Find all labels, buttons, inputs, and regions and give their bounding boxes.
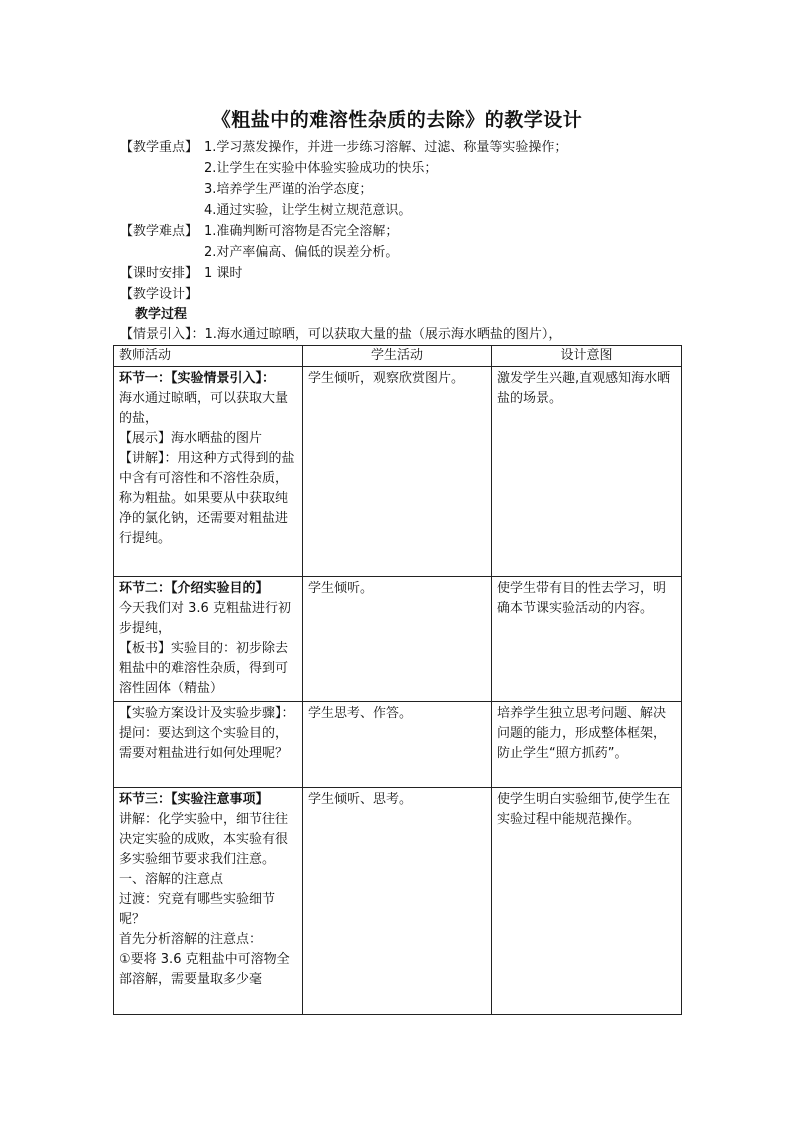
teacher-text: 过渡：究竟有哪些实验细节呢？ — [119, 892, 276, 927]
header-teacher: 教师活动 — [114, 346, 303, 367]
key-point-3: 3.培养学生严谨的治学态度； — [204, 182, 373, 197]
teacher-text: 首先分析溶解的注意点： — [119, 932, 263, 947]
key-point-1: 1.学习蒸发操作，并进一步练习溶解、过滤、称量等实验操作； — [204, 140, 568, 155]
stage-title: 环节二：【介绍实验目的】 — [119, 581, 269, 596]
schedule-value: 1 课时 — [204, 266, 243, 281]
teacher-cell — [114, 702, 303, 788]
table-row — [114, 577, 682, 702]
key-point-2: 2.让学生在实验中体验实验成功的快乐； — [204, 161, 438, 176]
teacher-text: 一、溶解的注意点 — [119, 872, 224, 887]
teacher-text: 今天我们对 3.6 克粗盐进行初步提纯， — [119, 601, 291, 636]
teacher-text: 【讲解】：用这种方式得到的盐中含有可溶性和不溶性杂质，称为粗盐。如果要从中获取纯净的氯化钠，还需要对粗盐进行提纯。 — [119, 451, 295, 546]
student-cell: 学生倾听，观察欣赏图片。 — [303, 367, 492, 577]
intent-cell: 使学生明白实验细节,使学生在实验过程中能规范操作。 — [492, 788, 682, 1015]
teacher-text: 【实验方案设计及实验步骤】：提问：要达到这个实验目的，需要对粗盐进行如何处理呢？ — [119, 706, 295, 761]
teacher-text: 海水通过晾晒，可以获取大量的盐， — [119, 391, 289, 426]
table-row — [114, 702, 682, 788]
table-row — [114, 788, 682, 1015]
intent-cell: 使学生带有目的性去学习，明确本节课实验活动的内容。 — [492, 577, 682, 702]
difficulty-1: 1.准确判断可溶物是否完全溶解； — [204, 224, 399, 239]
student-cell: 学生倾听。 — [303, 577, 492, 702]
student-cell: 学生倾听、思考。 — [303, 788, 492, 1015]
intent-cell: 培养学生独立思考问题、解决问题的能力，形成整体框架，防止学生“照方抓药”。 — [492, 702, 682, 788]
header-student: 学生活动 — [303, 346, 492, 367]
document-title: 《粗盐中的难溶性杂质的去除》的教学设计 — [211, 109, 583, 131]
intro-text: ：1.海水通过晾晒，可以获取大量的盐（展示海水晒盐的图片）， — [191, 327, 562, 342]
teacher-text: 讲解：化学实验中，细节往往决定实验的成败，本实验有很多实验细节要求我们注意。 — [119, 812, 289, 867]
teacher-cell — [114, 577, 303, 702]
process-label: 教学过程 — [135, 307, 188, 322]
teacher-text: 【展示】海水晒盐的图片 — [119, 431, 263, 446]
student-cell: 学生思考、作答。 — [303, 702, 492, 788]
difficulties-label: 【教学难点】 — [120, 224, 199, 239]
teacher-cell — [114, 367, 303, 577]
design-label: 【教学设计】 — [120, 287, 199, 302]
stage-title: 环节一：【实验情景引入】： — [119, 371, 276, 386]
difficulty-2: 2.对产率偏高、偏低的误差分析。 — [204, 245, 399, 260]
key-points-label: 【教学重点】 — [120, 140, 199, 155]
table-row — [114, 367, 682, 577]
table-header-row — [114, 346, 682, 367]
stage-title: 环节三：【实验注意事项】 — [119, 792, 269, 807]
intro-line — [120, 325, 561, 345]
header-intent: 设计意图 — [492, 346, 682, 367]
lesson-plan-table — [113, 345, 682, 1015]
intent-cell: 激发学生兴趣,直观感知海水晒盐的场景。 — [492, 367, 682, 577]
teacher-cell — [114, 788, 303, 1015]
schedule-label: 【课时安排】 — [120, 266, 199, 281]
teacher-text: 【板书】实验目的：初步除去粗盐中的难溶性杂质，得到可溶性固体（精盐） — [119, 641, 289, 696]
intro-label: 【情景引入】 — [120, 327, 192, 342]
teacher-text: ①要将 3.6 克粗盐中可溶物全部溶解，需要量取多少毫 — [119, 952, 290, 987]
key-point-4: 4.通过实验，让学生树立规范意识。 — [204, 203, 412, 218]
